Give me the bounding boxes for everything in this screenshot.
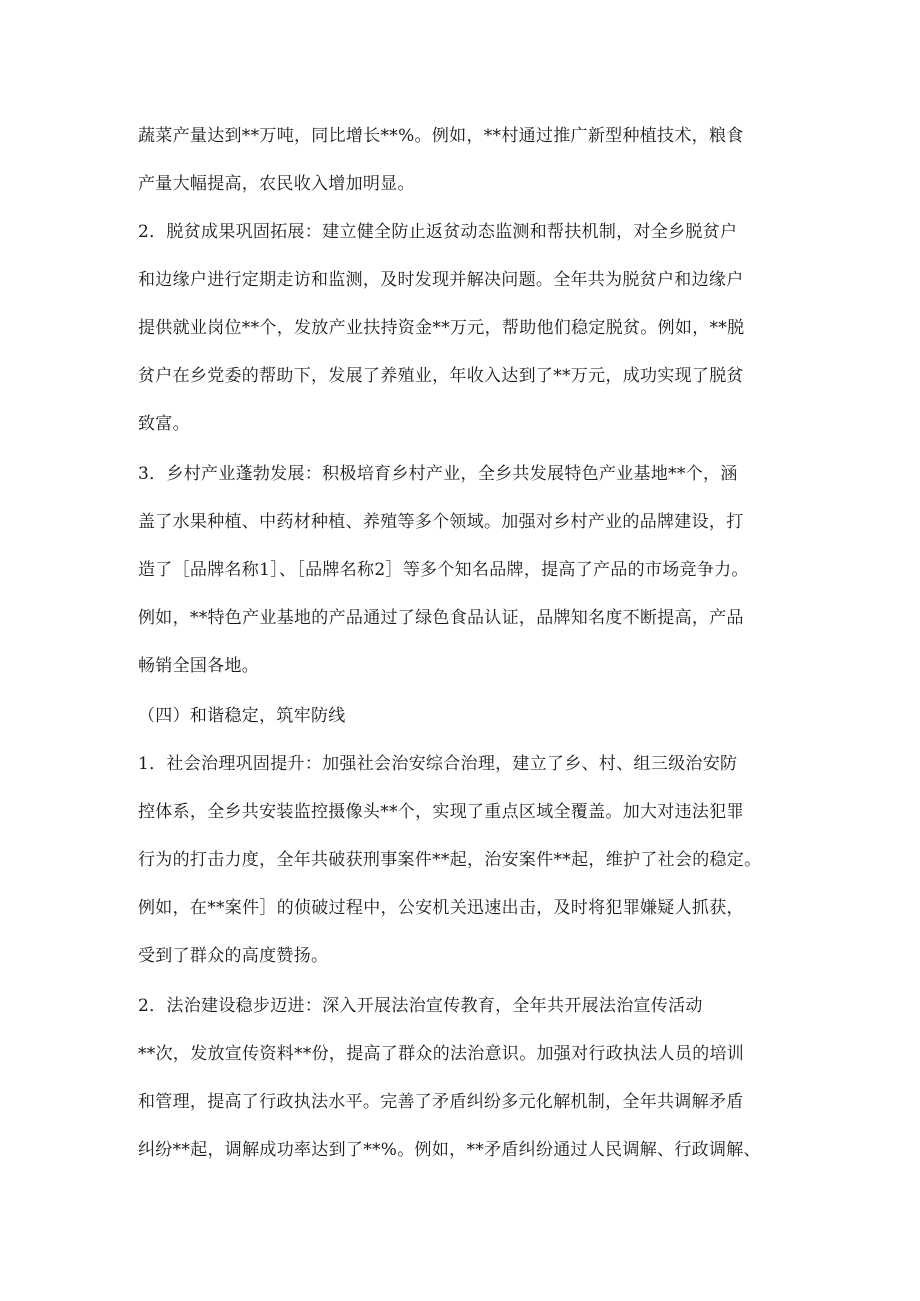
section-heading: （四）和谐稳定，筑牢防线 xyxy=(138,706,346,726)
text-line: 造了［品牌名称1］、［品牌名称2］等多个知名品牌，提高了产品的市场竞争力。 xyxy=(138,560,749,580)
text-line: 和边缘户进行定期走访和监测，及时发现并解决问题。全年共为脱贫户和边缘户 xyxy=(138,270,744,290)
text-line: 畅销全国各地。 xyxy=(138,656,260,676)
text-line: 致富。 xyxy=(138,414,190,434)
text-line: 盖了水果种植、中药材种植、养殖等多个领域。加强对乡村产业的品牌建设，打 xyxy=(138,512,744,532)
text-line: 例如，**特色产业基地的产品通过了绿色食品认证，品牌知名度不断提高，产品 xyxy=(138,608,744,628)
text-line: 控体系，全乡共安装监控摄像头**个，实现了重点区域全覆盖。加大对违法犯罪 xyxy=(138,802,744,822)
text-line: **次，发放宣传资料**份，提高了群众的法治意识。加强对行政执法人员的培训 xyxy=(138,1044,745,1064)
text-line: 蔬菜产量达到**万吨，同比增长**%。例如，**村通过推广新型种植技术，粮食 xyxy=(138,126,744,146)
text-line: 产量大幅提高，农民收入增加明显。 xyxy=(138,174,415,194)
text-line: 贫户在乡党委的帮助下，发展了养殖业，年收入达到了**万元，成功实现了脱贫 xyxy=(138,366,744,386)
text-line: 行为的打击力度，全年共破获刑事案件**起，治安案件**起，维护了社会的稳定。 xyxy=(138,850,762,870)
text-line: 纠纷**起，调解成功率达到了**%。例如，**矛盾纠纷通过人民调解、行政调解、 xyxy=(138,1140,761,1160)
text-line: 2．脱贫成果巩固拓展：建立健全防止返贫动态监测和帮扶机制，对全乡脱贫户 xyxy=(138,222,738,242)
text-line: 2．法治建设稳步迈进：深入开展法治宣传教育，全年共开展法治宣传活动 xyxy=(138,996,703,1016)
text-line: 提供就业岗位**个，发放产业扶持资金**万元，帮助他们稳定脱贫。例如，**脱 xyxy=(138,318,745,338)
text-line: 受到了群众的高度赞扬。 xyxy=(138,946,329,966)
text-line: 例如，在**案件］的侦破过程中，公安机关迅速出击，及时将犯罪嫌疑人抓获， xyxy=(138,898,744,918)
text-line: 3．乡村产业蓬勃发展：积极培育乡村产业，全乡共发展特色产业基地**个，涵 xyxy=(138,464,738,484)
text-line: 和管理，提高了行政执法水平。完善了矛盾纠纷多元化解机制，全年共调解矛盾 xyxy=(138,1092,744,1112)
text-line: 1．社会治理巩固提升：加强社会治安综合治理，建立了乡、村、组三级治安防 xyxy=(138,754,738,774)
